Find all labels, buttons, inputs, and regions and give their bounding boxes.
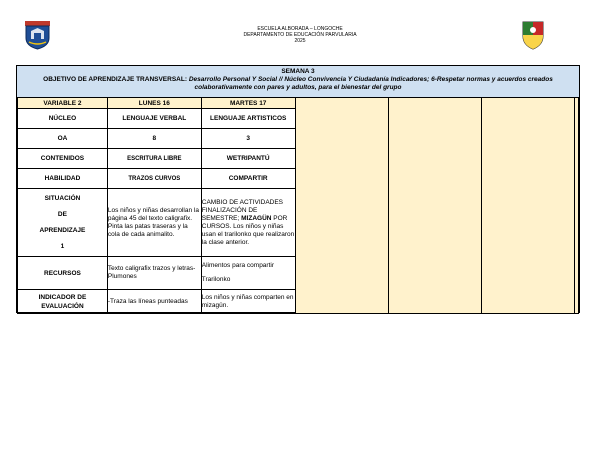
row-label-contenidos: CONTENIDOS [18,149,108,169]
situacion-label-2: DE [57,211,67,218]
objective [17,76,579,92]
cell-indicador-mon: -Traza las líneas punteadas [107,290,201,314]
row-label-indicador [18,290,108,314]
department-name: DEPARTAMENTO DE EDUCACIÓN PARVULARIA [243,32,357,38]
school-name: ESCUELA ALBORADA – LONGOCHE [257,26,343,32]
empty-column-fri [482,98,575,314]
indicador-label-2: EVALUACIÓN [41,302,84,310]
week-title: SEMANA 3 [281,68,315,75]
objective-label: OBJETIVO DE APRENDIZAJE TRANSVERSAL: [43,76,188,83]
empty-column-wed [295,98,389,314]
table-header-row [18,98,579,109]
year: 2025 [294,38,306,44]
situacion-label-3: APRENDIZAJE [39,227,86,234]
cell-contenidos-tue: WETRIPANTÚ [201,149,295,169]
cell-habilidad-tue: COMPARTIR [201,169,295,189]
col-tuesday: MARTES 17 [201,98,295,109]
row-label-recursos: RECURSOS [18,257,108,290]
school-crest-icon [25,21,50,50]
situacion-tue-a: CAMBIO DE ACTIVIDADES FINALIZACIÓN DE SEMESTRE; [201,198,284,222]
cell-recursos-tue [201,257,295,290]
planning-table [17,97,579,314]
indicador-label-1: INDICADOR DE [38,293,87,301]
cell-recursos-mon: Texto caligrafix trazos y letras-Plumones [107,257,201,290]
cell-oa-tue: 3 [201,129,295,149]
page-header [0,20,600,60]
cell-contenidos-mon: ESCRITURA LIBRE [107,149,201,169]
objective-text: Desarrollo Personal Y Social // Núcleo Convivencia Y Ciudadanía Indicadores; 6-Respetar normas y acuerdos creados colaborativamente con pares y adultos, para el bienestar del grupo [188,76,553,91]
recursos-tue-a: Alimentos para compartir [201,262,274,269]
empty-column-thu [389,98,482,314]
cell-nucleo-mon: LENGUAJE VERBAL [107,109,201,129]
cell-oa-mon: 8 [107,129,201,149]
cell-situacion-mon: Los niños y niñas desarrollan la página 45 del texto caligrafix. Pinta las patas traseras y la cola de cada animalito. [107,189,201,257]
plan-title-bar [17,66,579,98]
cell-habilidad-mon: TRAZOS CURVOS [107,169,201,189]
row-label-nucleo: NÚCLEO [18,109,108,129]
situacion-tue-b: MIZAGÜN [241,214,272,222]
col-monday: LUNES 16 [107,98,201,109]
row-label-situacion [18,189,108,257]
cell-situacion-tue [201,189,295,257]
cell-nucleo-tue: LENGUAJE ARTISTICOS [201,109,295,129]
col-variable: VARIABLE 2 [18,98,108,109]
empty-column-edge [574,98,578,314]
cell-indicador-tue: Los niños y niñas comparten en mizagün. [201,290,295,314]
situacion-label-4: 1 [60,243,65,250]
row-label-habilidad: HABILIDAD [18,169,108,189]
situacion-tue-c: POR CURSOS. Los niños y niñas usan el trarilonko que realizaron la clase anterior. [201,214,295,246]
planning-document [16,65,580,313]
recursos-tue-b: Trarilonko [201,276,231,283]
situacion-label-1: SITUACIÓN [44,195,81,202]
ministry-logo-icon [520,20,546,50]
row-label-oa: OA [18,129,108,149]
